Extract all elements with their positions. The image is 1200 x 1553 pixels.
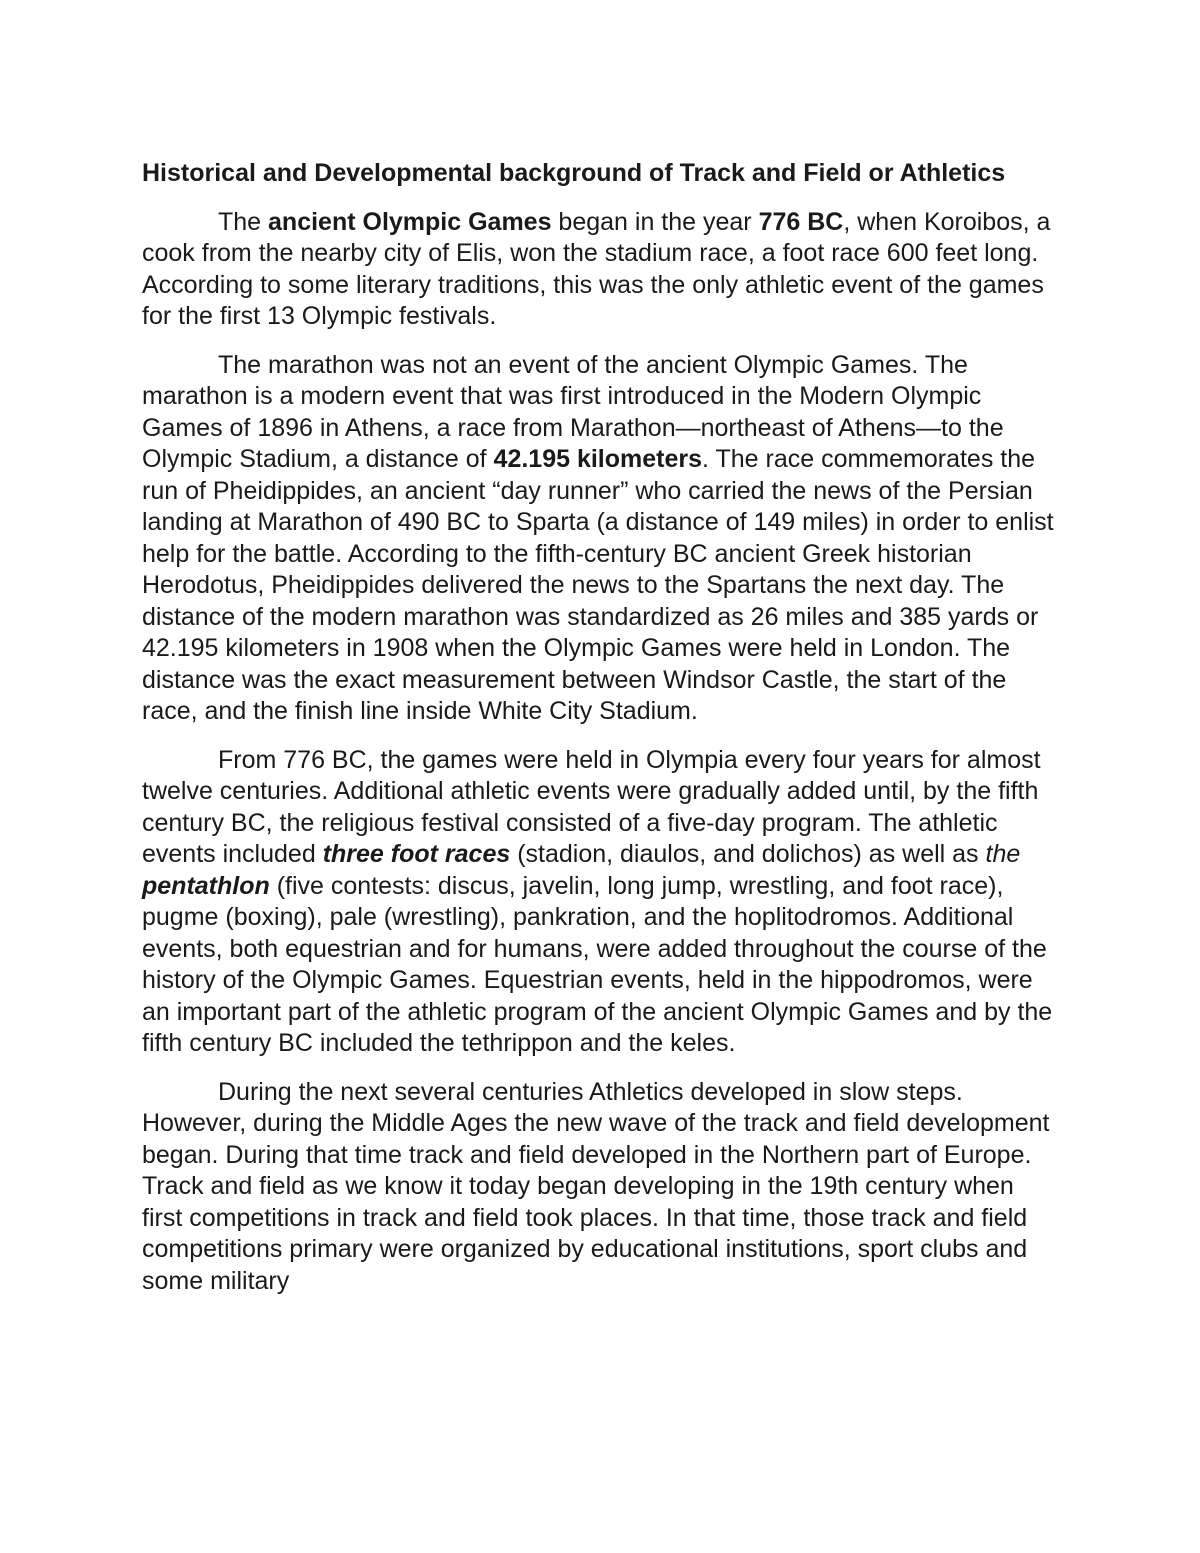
text-segment: The [218,207,269,236]
document-title: Historical and Developmental background of Track and Field or Athletics [142,159,1006,187]
bold-term-distance: 42.195 kilometers [493,445,703,473]
paragraph-marathon [142,350,1060,728]
text-segment: (stadion, diaulos, and dolichos) as well as [510,840,986,868]
bold-italic-term-pentathlon: pentathlon [142,871,270,900]
bold-term-776-bc: 776 BC [758,207,844,236]
bold-italic-term-three-foot-races: three foot races [322,840,511,868]
bold-term-ancient-olympic-games: ancient Olympic Games [268,207,552,236]
document-body [142,158,1060,1314]
text-segment: From 776 BC, the games were held in Olympia every four years for almost twelve centuries. Additional athletic events were gradually added until, by the fifth century BC, the religious festival consisted of a five-day program. The athletic events included [142,745,1041,868]
text-segment: began in the year [551,207,759,236]
italic-term-the: the [985,840,1021,868]
paragraph-middle-ages [142,1077,1060,1298]
text-segment: (five contests: discus, javelin, long jump, wrestling, and foot race), pugme (boxing), pale (wrestling), pankration, and the hoplitodromos. Additional events, both equestrian and for humans, were added throughout the course of the history of the Olympic Games. Equestrian events, held in the hippodromos, were an important part of the athletic program of the ancient Olympic Games and by the fifth century BC included the tethrippon and the keles. [142,871,1053,1057]
paragraph-olympia-events [142,745,1060,1060]
text-segment: , when Koroibos, a cook from the nearby city of Elis, won the stadium race, a foot race 600 feet long. According to some literary traditions, this was the only athletic event of the games for the first 13 Olympic festivals. [142,207,1051,330]
text-segment: . The race commemorates the run of Pheidippides, an ancient “day runner” who carried the news of the Persian landing at Marathon of 490 BC to Sparta (a distance of 149 miles) in order to enlist help for the battle. According to the fifth-century BC ancient Greek historian Herodotus, Pheidippides delivered the news to the Spartans the next day. The distance of the modern marathon was standardized as 26 miles and 385 yards or 42.195 kilometers in 1908 when the Olympic Games were held in London. The distance was the exact measurement between Windsor Castle, the start of the race, and the finish line inside White City Stadium. [142,445,1054,725]
paragraph-ancient-olympics [142,207,1060,333]
text-segment: The marathon was not an event of the ancient Olympic Games. The marathon is a modern event that was first introduced in the Modern Olympic Games of 1896 in Athens, a race from Marathon—northeast of Athens—to the Olympic Stadium, a distance of [142,350,1004,473]
text-segment: During the next several centuries Athletics developed in slow steps. However, during the Middle Ages the new wave of the track and field development began. During that time track and field developed in the Northern part of Europe. Track and field as we know it today began developing in the 19th century when first competitions in track and field took places. In that time, those track and field competitions primary were organized by educational institutions, sport clubs and some military [142,1077,1050,1295]
